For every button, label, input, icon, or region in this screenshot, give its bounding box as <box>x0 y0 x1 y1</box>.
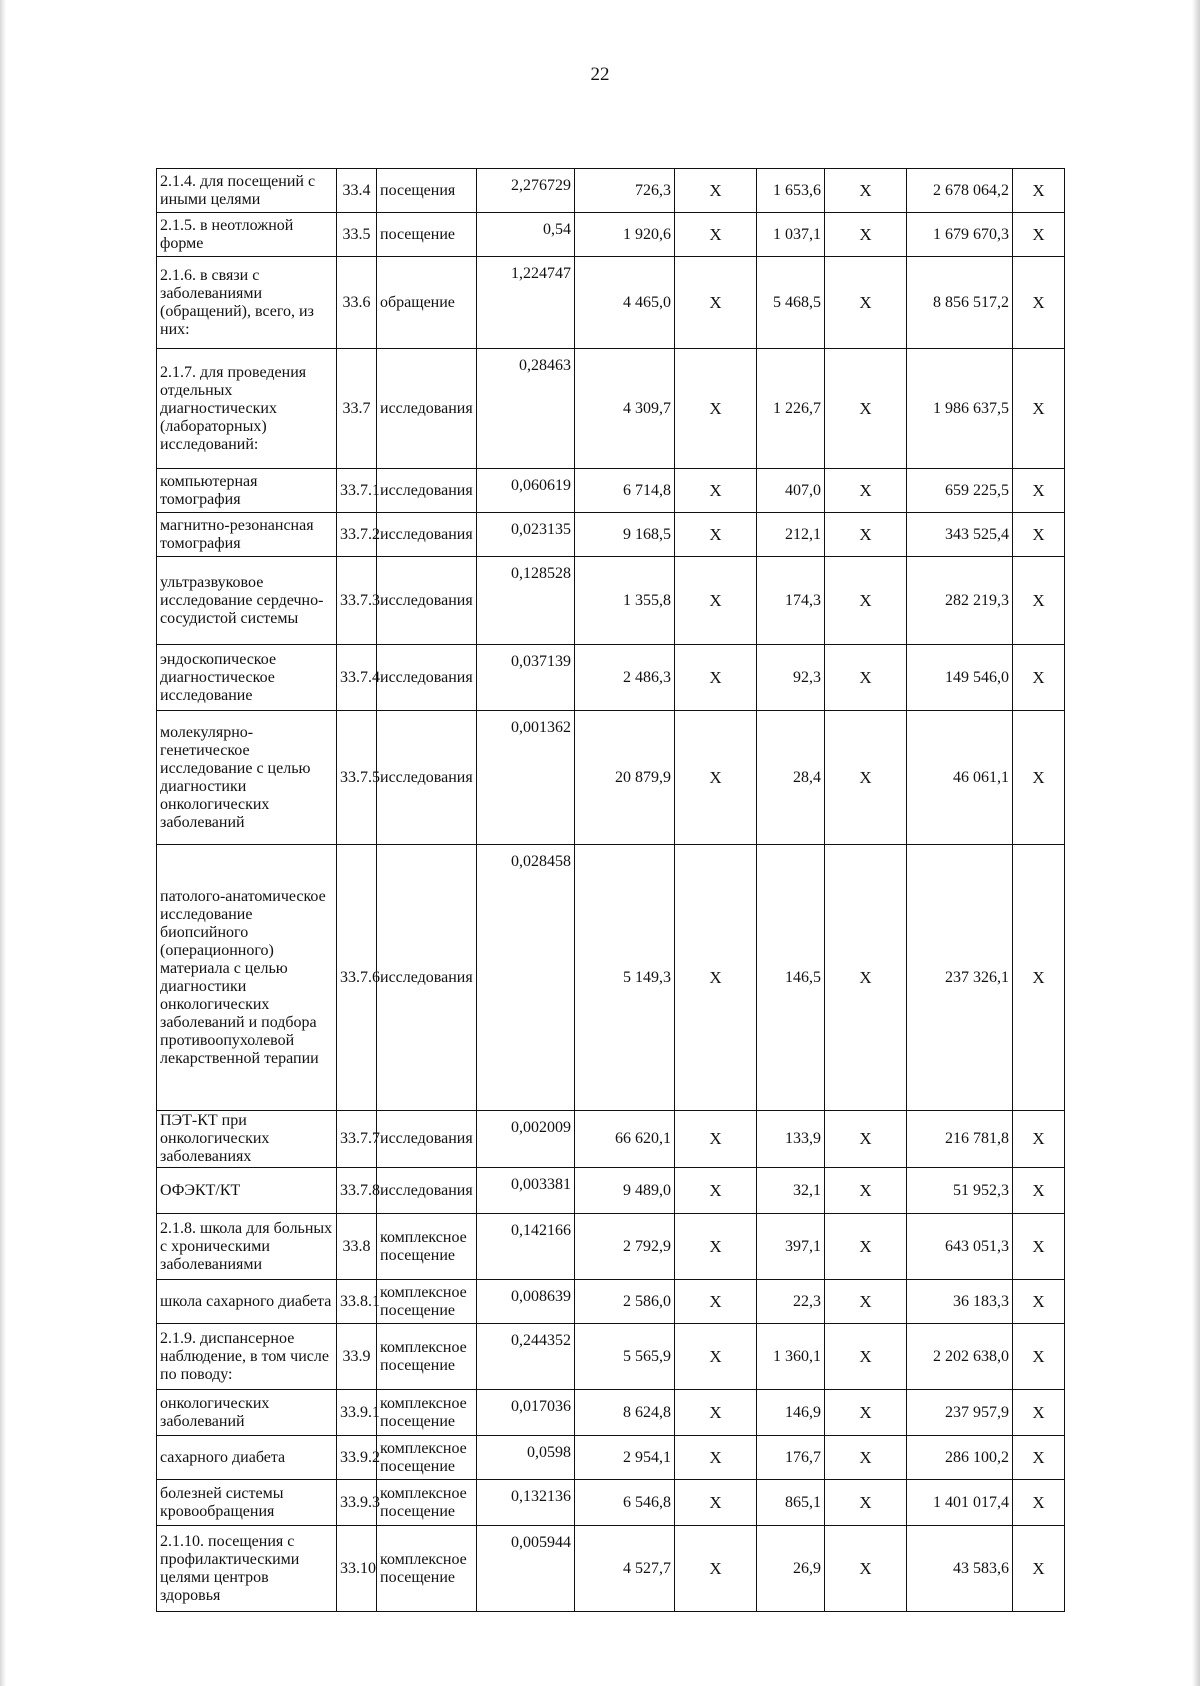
row-code: 33.6 <box>337 257 377 349</box>
row-name: эндоскопическое диагностическое исследование <box>157 645 337 711</box>
data-table <box>156 168 1065 1612</box>
row-mark-x: X <box>1013 349 1065 469</box>
row-rate: 0,037139 <box>477 645 575 711</box>
row-name: ультразвуковое исследование сердечно-сосудистой системы <box>157 557 337 645</box>
row-mark-x: X <box>825 1390 907 1436</box>
scan-edge-left <box>0 0 6 1686</box>
row-cost: 9 168,5 <box>575 513 675 557</box>
row-unit: исследования <box>377 469 477 513</box>
row-cost: 1 355,8 <box>575 557 675 645</box>
row-rate: 0,017036 <box>477 1390 575 1436</box>
row-name: патолого-анатомическое исследование биопсийного (операционного) материала с целью диагностики онкологических заболеваний и подбора противоопухолевой лекарственной терапии <box>157 845 337 1111</box>
row-cost: 8 624,8 <box>575 1390 675 1436</box>
table-row <box>157 349 1065 469</box>
row-cost: 20 879,9 <box>575 711 675 845</box>
row-mark-x: X <box>675 645 757 711</box>
row-total: 1 986 637,5 <box>907 349 1013 469</box>
row-mark-x: X <box>1013 645 1065 711</box>
row-mark-x: X <box>825 469 907 513</box>
row-mark-x: X <box>675 257 757 349</box>
table-row <box>157 1111 1065 1168</box>
row-code: 33.7.8 <box>337 1168 377 1214</box>
row-value: 92,3 <box>757 645 825 711</box>
row-cost: 5 149,3 <box>575 845 675 1111</box>
scan-edge-right <box>1192 0 1200 1686</box>
row-value: 174,3 <box>757 557 825 645</box>
table-row <box>157 257 1065 349</box>
row-mark-x: X <box>1013 1111 1065 1168</box>
row-mark-x: X <box>675 1480 757 1526</box>
row-mark-x: X <box>1013 169 1065 213</box>
row-mark-x: X <box>675 213 757 257</box>
row-unit: комплексное посещение <box>377 1480 477 1526</box>
row-mark-x: X <box>825 257 907 349</box>
row-code: 33.9.3 <box>337 1480 377 1526</box>
row-mark-x: X <box>1013 1390 1065 1436</box>
table-row <box>157 169 1065 213</box>
row-total: 2 202 638,0 <box>907 1324 1013 1390</box>
row-unit: исследования <box>377 1111 477 1168</box>
row-mark-x: X <box>675 1214 757 1280</box>
row-cost: 4 465,0 <box>575 257 675 349</box>
row-mark-x: X <box>825 1214 907 1280</box>
row-code: 33.8 <box>337 1214 377 1280</box>
row-name: 2.1.9. диспансерное наблюдение, в том числе по поводу: <box>157 1324 337 1390</box>
row-mark-x: X <box>825 1324 907 1390</box>
row-cost: 6 714,8 <box>575 469 675 513</box>
row-code: 33.7.7 <box>337 1111 377 1168</box>
row-mark-x: X <box>675 1280 757 1324</box>
row-rate: 0,008639 <box>477 1280 575 1324</box>
row-mark-x: X <box>675 1526 757 1612</box>
row-total: 286 100,2 <box>907 1436 1013 1480</box>
row-total: 1 679 670,3 <box>907 213 1013 257</box>
row-total: 8 856 517,2 <box>907 257 1013 349</box>
row-rate: 0,023135 <box>477 513 575 557</box>
row-unit: посещение <box>377 213 477 257</box>
row-mark-x: X <box>1013 213 1065 257</box>
row-value: 397,1 <box>757 1214 825 1280</box>
row-mark-x: X <box>1013 1526 1065 1612</box>
row-mark-x: X <box>1013 557 1065 645</box>
row-name: 2.1.5. в неотложной форме <box>157 213 337 257</box>
row-code: 33.7.6 <box>337 845 377 1111</box>
table-row <box>157 1280 1065 1324</box>
row-code: 33.7 <box>337 349 377 469</box>
row-rate: 0,003381 <box>477 1168 575 1214</box>
row-code: 33.8.1 <box>337 1280 377 1324</box>
row-value: 1 360,1 <box>757 1324 825 1390</box>
row-mark-x: X <box>1013 1480 1065 1526</box>
row-mark-x: X <box>675 1111 757 1168</box>
row-cost: 726,3 <box>575 169 675 213</box>
row-cost: 2 792,9 <box>575 1214 675 1280</box>
row-mark-x: X <box>825 1526 907 1612</box>
row-mark-x: X <box>675 1168 757 1214</box>
row-mark-x: X <box>675 169 757 213</box>
row-name: болезней системы кровообращения <box>157 1480 337 1526</box>
row-value: 1 653,6 <box>757 169 825 213</box>
row-mark-x: X <box>825 1436 907 1480</box>
row-unit: исследования <box>377 513 477 557</box>
row-mark-x: X <box>825 557 907 645</box>
row-rate: 0,54 <box>477 213 575 257</box>
row-rate: 1,224747 <box>477 257 575 349</box>
table-row <box>157 645 1065 711</box>
row-rate: 0,132136 <box>477 1480 575 1526</box>
row-mark-x: X <box>675 1390 757 1436</box>
row-mark-x: X <box>675 557 757 645</box>
row-cost: 2 954,1 <box>575 1436 675 1480</box>
row-unit: посещения <box>377 169 477 213</box>
row-mark-x: X <box>1013 711 1065 845</box>
row-rate: 2,276729 <box>477 169 575 213</box>
row-total: 2 678 064,2 <box>907 169 1013 213</box>
row-value: 5 468,5 <box>757 257 825 349</box>
row-mark-x: X <box>1013 1280 1065 1324</box>
row-mark-x: X <box>825 1280 907 1324</box>
row-mark-x: X <box>1013 257 1065 349</box>
row-total: 51 952,3 <box>907 1168 1013 1214</box>
table-row <box>157 1436 1065 1480</box>
row-cost: 4 309,7 <box>575 349 675 469</box>
row-mark-x: X <box>825 349 907 469</box>
table-row <box>157 845 1065 1111</box>
row-total: 36 183,3 <box>907 1280 1013 1324</box>
row-name: 2.1.7. для проведения отдельных диагностических (лабораторных) исследований: <box>157 349 337 469</box>
row-mark-x: X <box>825 513 907 557</box>
row-unit: комплексное посещение <box>377 1214 477 1280</box>
row-rate: 0,005944 <box>477 1526 575 1612</box>
row-name: онкологических заболеваний <box>157 1390 337 1436</box>
row-mark-x: X <box>675 349 757 469</box>
row-unit: комплексное посещение <box>377 1436 477 1480</box>
row-mark-x: X <box>825 1168 907 1214</box>
row-name: молекулярно-генетическое исследование с целью диагностики онкологических заболеваний <box>157 711 337 845</box>
row-cost: 2 486,3 <box>575 645 675 711</box>
row-code: 33.5 <box>337 213 377 257</box>
row-mark-x: X <box>675 711 757 845</box>
row-rate: 0,28463 <box>477 349 575 469</box>
row-mark-x: X <box>825 213 907 257</box>
table-row <box>157 1214 1065 1280</box>
row-cost: 9 489,0 <box>575 1168 675 1214</box>
row-total: 46 061,1 <box>907 711 1013 845</box>
row-mark-x: X <box>825 169 907 213</box>
row-value: 146,9 <box>757 1390 825 1436</box>
row-mark-x: X <box>1013 1436 1065 1480</box>
row-value: 407,0 <box>757 469 825 513</box>
table-row <box>157 513 1065 557</box>
row-rate: 0,0598 <box>477 1436 575 1480</box>
row-mark-x: X <box>1013 1324 1065 1390</box>
row-mark-x: X <box>825 1480 907 1526</box>
row-unit: комплексное посещение <box>377 1526 477 1612</box>
row-rate: 0,060619 <box>477 469 575 513</box>
row-name: школа сахарного диабета <box>157 1280 337 1324</box>
row-rate: 0,002009 <box>477 1111 575 1168</box>
row-name: 2.1.8. школа для больных с хроническими заболеваниями <box>157 1214 337 1280</box>
row-mark-x: X <box>675 845 757 1111</box>
row-rate: 0,001362 <box>477 711 575 845</box>
row-cost: 5 565,9 <box>575 1324 675 1390</box>
row-mark-x: X <box>825 711 907 845</box>
row-unit: исследования <box>377 645 477 711</box>
row-value: 32,1 <box>757 1168 825 1214</box>
row-rate: 0,128528 <box>477 557 575 645</box>
row-code: 33.9.1 <box>337 1390 377 1436</box>
row-rate: 0,142166 <box>477 1214 575 1280</box>
table-row <box>157 1324 1065 1390</box>
row-total: 643 051,3 <box>907 1214 1013 1280</box>
row-value: 146,5 <box>757 845 825 1111</box>
row-value: 212,1 <box>757 513 825 557</box>
row-name: ПЭТ-КТ при онкологических заболеваниях <box>157 1111 337 1168</box>
row-value: 133,9 <box>757 1111 825 1168</box>
table-row <box>157 1168 1065 1214</box>
table-row <box>157 1390 1065 1436</box>
row-code: 33.7.2 <box>337 513 377 557</box>
row-rate: 0,244352 <box>477 1324 575 1390</box>
row-code: 33.7.4 <box>337 645 377 711</box>
row-unit: комплексное посещение <box>377 1324 477 1390</box>
row-name: магнитно-резонансная томография <box>157 513 337 557</box>
row-mark-x: X <box>825 645 907 711</box>
row-unit: исследования <box>377 349 477 469</box>
row-mark-x: X <box>1013 845 1065 1111</box>
row-cost: 6 546,8 <box>575 1480 675 1526</box>
row-value: 26,9 <box>757 1526 825 1612</box>
row-value: 1 037,1 <box>757 213 825 257</box>
row-unit: комплексное посещение <box>377 1390 477 1436</box>
row-total: 659 225,5 <box>907 469 1013 513</box>
row-mark-x: X <box>1013 1168 1065 1214</box>
row-value: 28,4 <box>757 711 825 845</box>
row-name: компьютерная томография <box>157 469 337 513</box>
row-code: 33.4 <box>337 169 377 213</box>
row-mark-x: X <box>825 1111 907 1168</box>
table-row <box>157 213 1065 257</box>
row-cost: 66 620,1 <box>575 1111 675 1168</box>
row-total: 343 525,4 <box>907 513 1013 557</box>
row-unit: обращение <box>377 257 477 349</box>
table-row <box>157 711 1065 845</box>
row-name: 2.1.4. для посещений с иными целями <box>157 169 337 213</box>
row-code: 33.7.3 <box>337 557 377 645</box>
row-unit: исследования <box>377 557 477 645</box>
row-mark-x: X <box>1013 469 1065 513</box>
row-mark-x: X <box>675 469 757 513</box>
row-mark-x: X <box>1013 513 1065 557</box>
row-code: 33.7.1 <box>337 469 377 513</box>
row-cost: 4 527,7 <box>575 1526 675 1612</box>
row-mark-x: X <box>675 1436 757 1480</box>
page-number: 22 <box>590 64 610 85</box>
row-mark-x: X <box>675 1324 757 1390</box>
table-row <box>157 557 1065 645</box>
row-unit: исследования <box>377 845 477 1111</box>
row-mark-x: X <box>675 513 757 557</box>
row-code: 33.9 <box>337 1324 377 1390</box>
row-value: 1 226,7 <box>757 349 825 469</box>
row-total: 237 957,9 <box>907 1390 1013 1436</box>
row-cost: 2 586,0 <box>575 1280 675 1324</box>
row-value: 865,1 <box>757 1480 825 1526</box>
table-body <box>157 169 1065 1612</box>
table-row <box>157 469 1065 513</box>
row-total: 43 583,6 <box>907 1526 1013 1612</box>
row-total: 216 781,8 <box>907 1111 1013 1168</box>
row-name: 2.1.6. в связи с заболеваниями (обращений), всего, из них: <box>157 257 337 349</box>
row-code: 33.10 <box>337 1526 377 1612</box>
row-name: сахарного диабета <box>157 1436 337 1480</box>
row-value: 176,7 <box>757 1436 825 1480</box>
table-row <box>157 1480 1065 1526</box>
row-rate: 0,028458 <box>477 845 575 1111</box>
row-code: 33.9.2 <box>337 1436 377 1480</box>
row-unit: комплексное посещение <box>377 1280 477 1324</box>
row-name: 2.1.10. посещения с профилактическими целями центров здоровья <box>157 1526 337 1612</box>
row-mark-x: X <box>1013 1214 1065 1280</box>
row-cost: 1 920,6 <box>575 213 675 257</box>
row-unit: исследования <box>377 711 477 845</box>
row-code: 33.7.5 <box>337 711 377 845</box>
row-total: 237 326,1 <box>907 845 1013 1111</box>
row-total: 1 401 017,4 <box>907 1480 1013 1526</box>
row-total: 149 546,0 <box>907 645 1013 711</box>
row-total: 282 219,3 <box>907 557 1013 645</box>
row-value: 22,3 <box>757 1280 825 1324</box>
table-row <box>157 1526 1065 1612</box>
row-unit: исследования <box>377 1168 477 1214</box>
row-mark-x: X <box>825 845 907 1111</box>
row-name: ОФЭКТ/КТ <box>157 1168 337 1214</box>
